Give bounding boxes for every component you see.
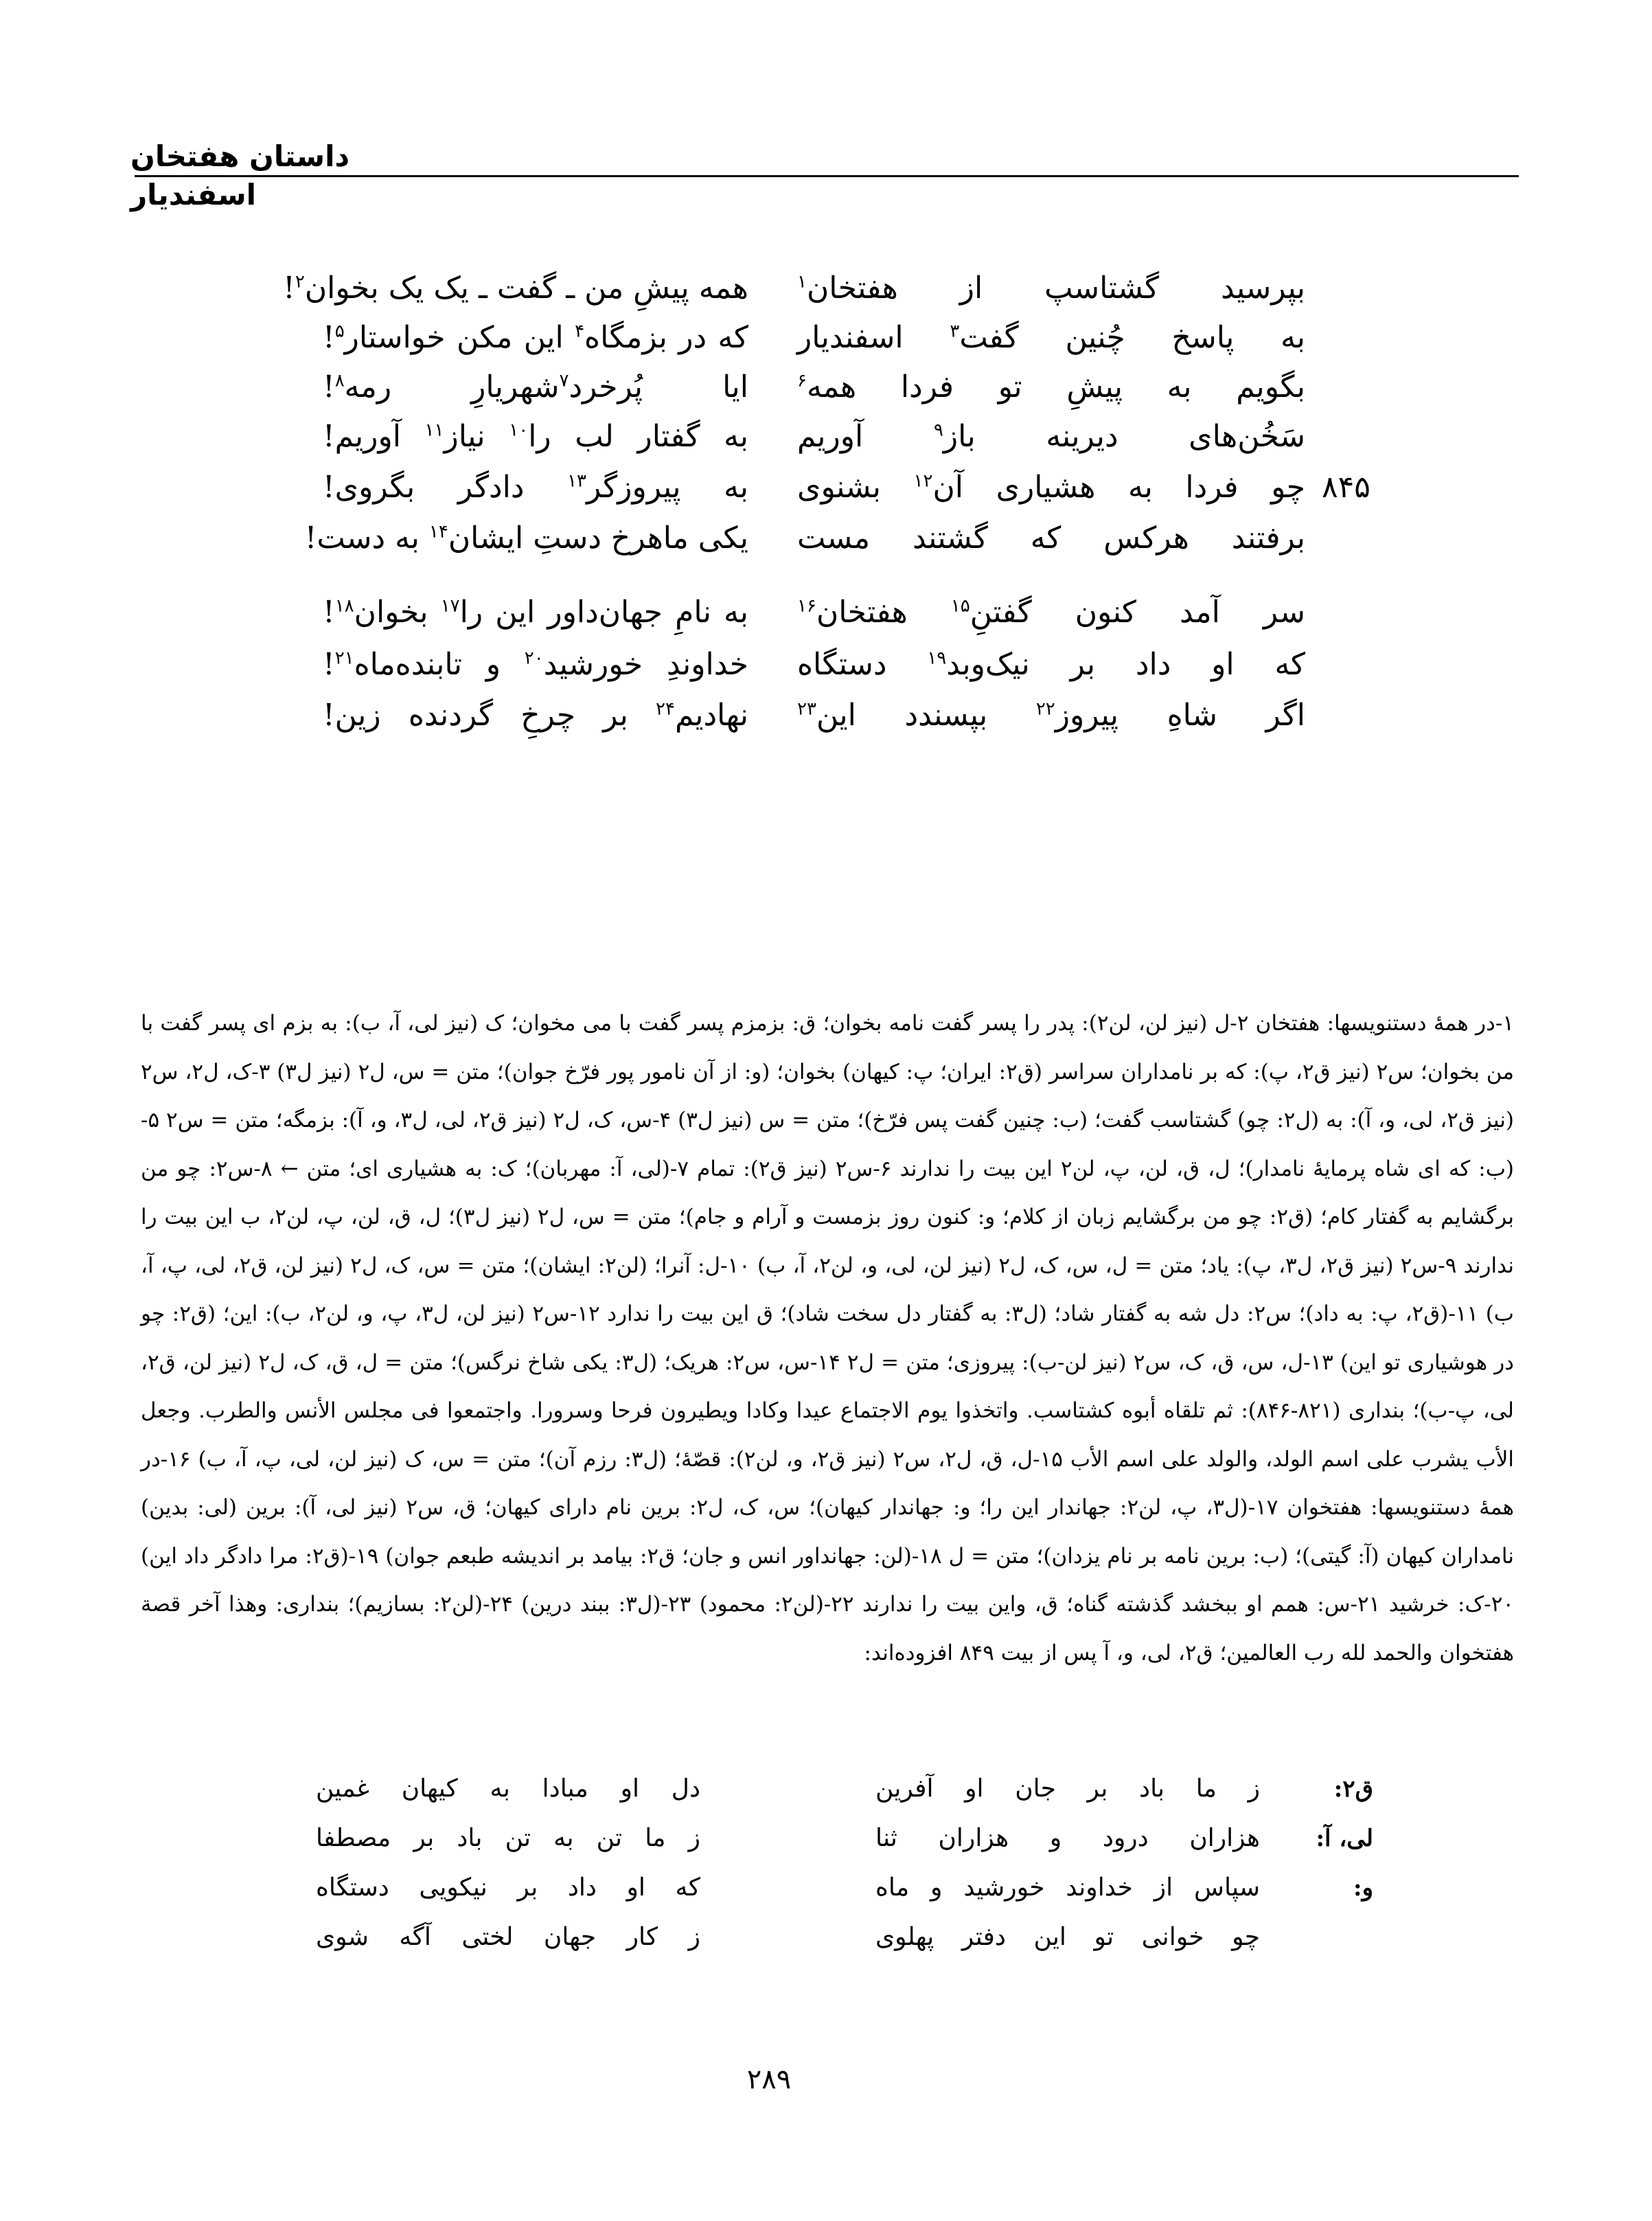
verse-row: [0, 317, 1652, 367]
verse-row: [0, 367, 1652, 416]
verse-number: ۸۴۵: [1322, 470, 1370, 505]
added-verse-row: [302, 1867, 1373, 1917]
added-verses: [302, 1768, 1373, 1966]
hemistich-right: سر آمد کنون گفتنِ$^{۱۵}$ هفتخان$^{۱۶}$: [797, 595, 1305, 630]
hemistich-right: سَخُن‌های دیرینه باز$^۹$ آوریم: [797, 419, 1305, 454]
verse-row: [0, 695, 1652, 744]
manuscript-siglum: و:: [1353, 1874, 1373, 1902]
verse-row: [0, 268, 1652, 317]
verse-row: [0, 644, 1652, 694]
hemistich-first: ز ما باد بر جان او آفرین: [875, 1775, 1260, 1803]
added-verse-row: [302, 1818, 1373, 1867]
verse-row: [0, 416, 1652, 466]
hemistich-first: هزاران درود و هزاران ثنا: [875, 1824, 1260, 1852]
footnotes-apparatus: ۱-در همهٔ دستنویسها: هفتخان ۲-ل (نیز لن، لن۲): پدر را پسر گفت نامه بخوان؛ ق: بزمزم پسر گفت با می مخوان؛ ک (نیز لی، آ، ب): به بزم ای پسر گفت با من بخوان؛ س۲ (نیز ق۲، پ): که بر نامداران سراسر (ق۲: ایران؛ پ: کیهان) بخوان؛ (و: از آن نامور پور فرّخ جوان)؛ متن = س، ل۲ (نیز ل۳) ۳-ک، ل۲، س۲ (نیز ق۲، لی، و، آ): به (ل۲: چو) گشتاسب گفت؛ (ب: چنین گفت پس فرّخ)؛ متن = س (نیز ل۳) ۴-س، ک، ل۲ (نیز ق۲، لی، ل۳، و، آ): بزمگه؛ متن = س۲ ۵-(ب: که ای شاه پرمایهٔ نامدار)؛ ل، ق، لن، پ، لن۲ این بیت را ندارند ۶-س۲ (نیز ق۲): تمام ۷-(لی، آ: مهربان)؛ ک: به هشیاری ای؛ متن ← ۸-س۲: چو من برگشایم به گفتار کام؛ (ق۲: چو من برگشایم زبان از کلام؛ و: کنون روز بزمست و آرام و جام)؛ متن = س، ل۲ (نیز ل۳)؛ ل، ق، لن، پ، لن۲، ب این بیت را ندارند ۹-س۲ (نیز ق۲، ل۳، پ): یاد؛ متن = ل، س، ک، ل۲ (نیز لن، لی، و، لن۲، آ، ب) ۱۰-ل: آنرا؛ (لن۲: ایشان)؛ متن = س، ک، ل۲ (نیز لن، ق۲، لی، پ، آ، ب) ۱۱-(ق۲، پ: به داد)؛ س۲: دل شه به گفتار شاد؛ (ل۳: به گفتار دل سخت شاد)؛ ق این بیت را ندارد ۱۲-س۲ (نیز لن، ل۳، پ، و، لن۲، ب): این؛ (ق۲: چو در هوشیاری تو این) ۱۳-ل، س، ق، ک، س۲ (نیز لن-ب): پیروزی؛ متن = ل۲ ۱۴-س، س۲: هریک؛ (ل۳: یکی شاخ نرگس)؛ متن = ل، ق، ک، ل۲ (نیز لن، ق۲، لی، پ-ب)؛ بنداری (۸۲۱-۸۴۶): ثم تلقاه أبوه کشتاسب. واتخذوا یوم الاجتماع عیدا وکادا ویطیرون فرحا وسرورا. واجتمعوا فی مجلس الأنس والطرب. وجعل الأب یشرب علی اسم الولد، والولد علی اسم الأب ۱۵-ل، ق، ل۲، س۲ (نیز ق۲، و، لن۲): قصّهٔ؛ (ل۳: رزم آن)؛ متن = س، ک (نیز لن، لی، پ، آ، ب) ۱۶-در همهٔ دستنویسها: هفتخوان ۱۷-(ل۳، پ، لن۲: جهاندار این را؛ و: جهاندار کیهان)؛ س، ک، ل۲: برین نام دارای کیهان؛ ق، س۲ (نیز لی، آ): برین (لی: بدین) نامداران کیهان (آ: گیتی)؛ (ب: برین نامه بر نام یزدان)؛ متن = ل ۱۸-(لن: جهانداور انس و جان؛ ق۲: بیامد بر اندیشه طبعم جوان) ۱۹-(ق۲: مرا دادگر داد این) ۲۰-ک: خرشید ۲۱-س: همم او ببخشد گذشته گناه؛ ق، واین بیت را ندارند ۲۲-(لن۲: محمود) ۲۳-(ل۳: ببند درین) ۲۴-(لن۲: بسازیم)؛ بنداری: وهذا آخر قصة هفتخوان والحمد لله رب العالمین؛ ق۲، لی، و، آ پس از بیت ۸۴۹ افزوده‌اند:: [141, 1011, 1515, 1665]
hemistich-first: چو خوانی تو این دفتر پهلوی: [875, 1923, 1260, 1951]
manuscript-siglum: لی، آ:: [1316, 1825, 1373, 1852]
hemistich-left: یکی ماهرخ دستِ ایشان$^{۱۴}$ به دست!: [304, 521, 748, 556]
verse-row: [0, 518, 1652, 567]
hemistich-left: به گفتار لب را$^{۱۰}$ نیاز$^{۱۱}$ آوریم!: [323, 419, 749, 454]
hemistich-right: بپرسید گشتاسپ از هفتخان$^۱$: [797, 271, 1305, 306]
hemistich-left: نهادیم$^{۲۴}$ بر چرخِ گردنده زین!: [323, 698, 748, 733]
hemistich-right: بگویم به پیشِ تو فردا همه$^۶$: [797, 369, 1305, 405]
header-rule: [135, 175, 1519, 177]
hemistich-second: که او داد بر نیکویی دستگاه: [316, 1873, 700, 1902]
hemistich-left: خداوندِ خورشید$^{۲۰}$ و تابنده‌ماه$^{۲۱}$!: [323, 647, 748, 682]
manuscript-siglum: ق۲:: [1333, 1775, 1373, 1803]
added-verse-row: [302, 1768, 1373, 1818]
hemistich-second: دل او مبادا به کیهان غمین: [316, 1775, 700, 1803]
hemistich-right: چو فردا به هشیاری آن$^{۱۲}$ بشنوی: [797, 470, 1306, 505]
hemistich-right: برفتند هرکس که گشتند مست: [797, 521, 1305, 556]
page-number: ۲۸۹: [746, 2064, 792, 2095]
hemistich-left: به نامِ جهان‌داور این را$^{۱۷}$ بخوان$^{۱۸}$!: [323, 595, 748, 630]
hemistich-left: همه پیشِ من ـ گفت ـ یک یک بخوان$^۲$!: [283, 271, 748, 306]
verse-row: [0, 467, 1652, 516]
hemistich-left: که در بزمگاه$^۴$ این مکن خواستار$^۵$!: [323, 320, 749, 355]
hemistich-right: به پاسخ چُنین گفت$^۳$ اسفندیار: [797, 320, 1306, 355]
hemistich-right: اگر شاهِ پیروز$^{۲۲}$ بپسندد این$^{۲۳}$: [797, 698, 1305, 733]
hemistich-left: به پیروزگر$^{۱۳}$ دادگر بگروی!: [323, 470, 748, 505]
added-verse-row: [302, 1917, 1373, 1966]
hemistich-second: ز ما تن به تن باد بر مصطفا: [316, 1824, 700, 1852]
verse-row: [0, 592, 1652, 641]
hemistich-first: سپاس از خداوند خورشید و ماه: [875, 1873, 1260, 1902]
hemistich-second: ز کار جهان لختی آگه شوی: [316, 1923, 700, 1951]
hemistich-right: که او داد بر نیک‌وبد$^{۱۹}$ دستگاه: [797, 647, 1306, 682]
running-header-title: داستان هفتخان اسفندیار: [130, 139, 350, 212]
hemistich-left: ایا پُرخرد$^۷$شهریارِ رمه$^۸$!: [323, 369, 748, 405]
